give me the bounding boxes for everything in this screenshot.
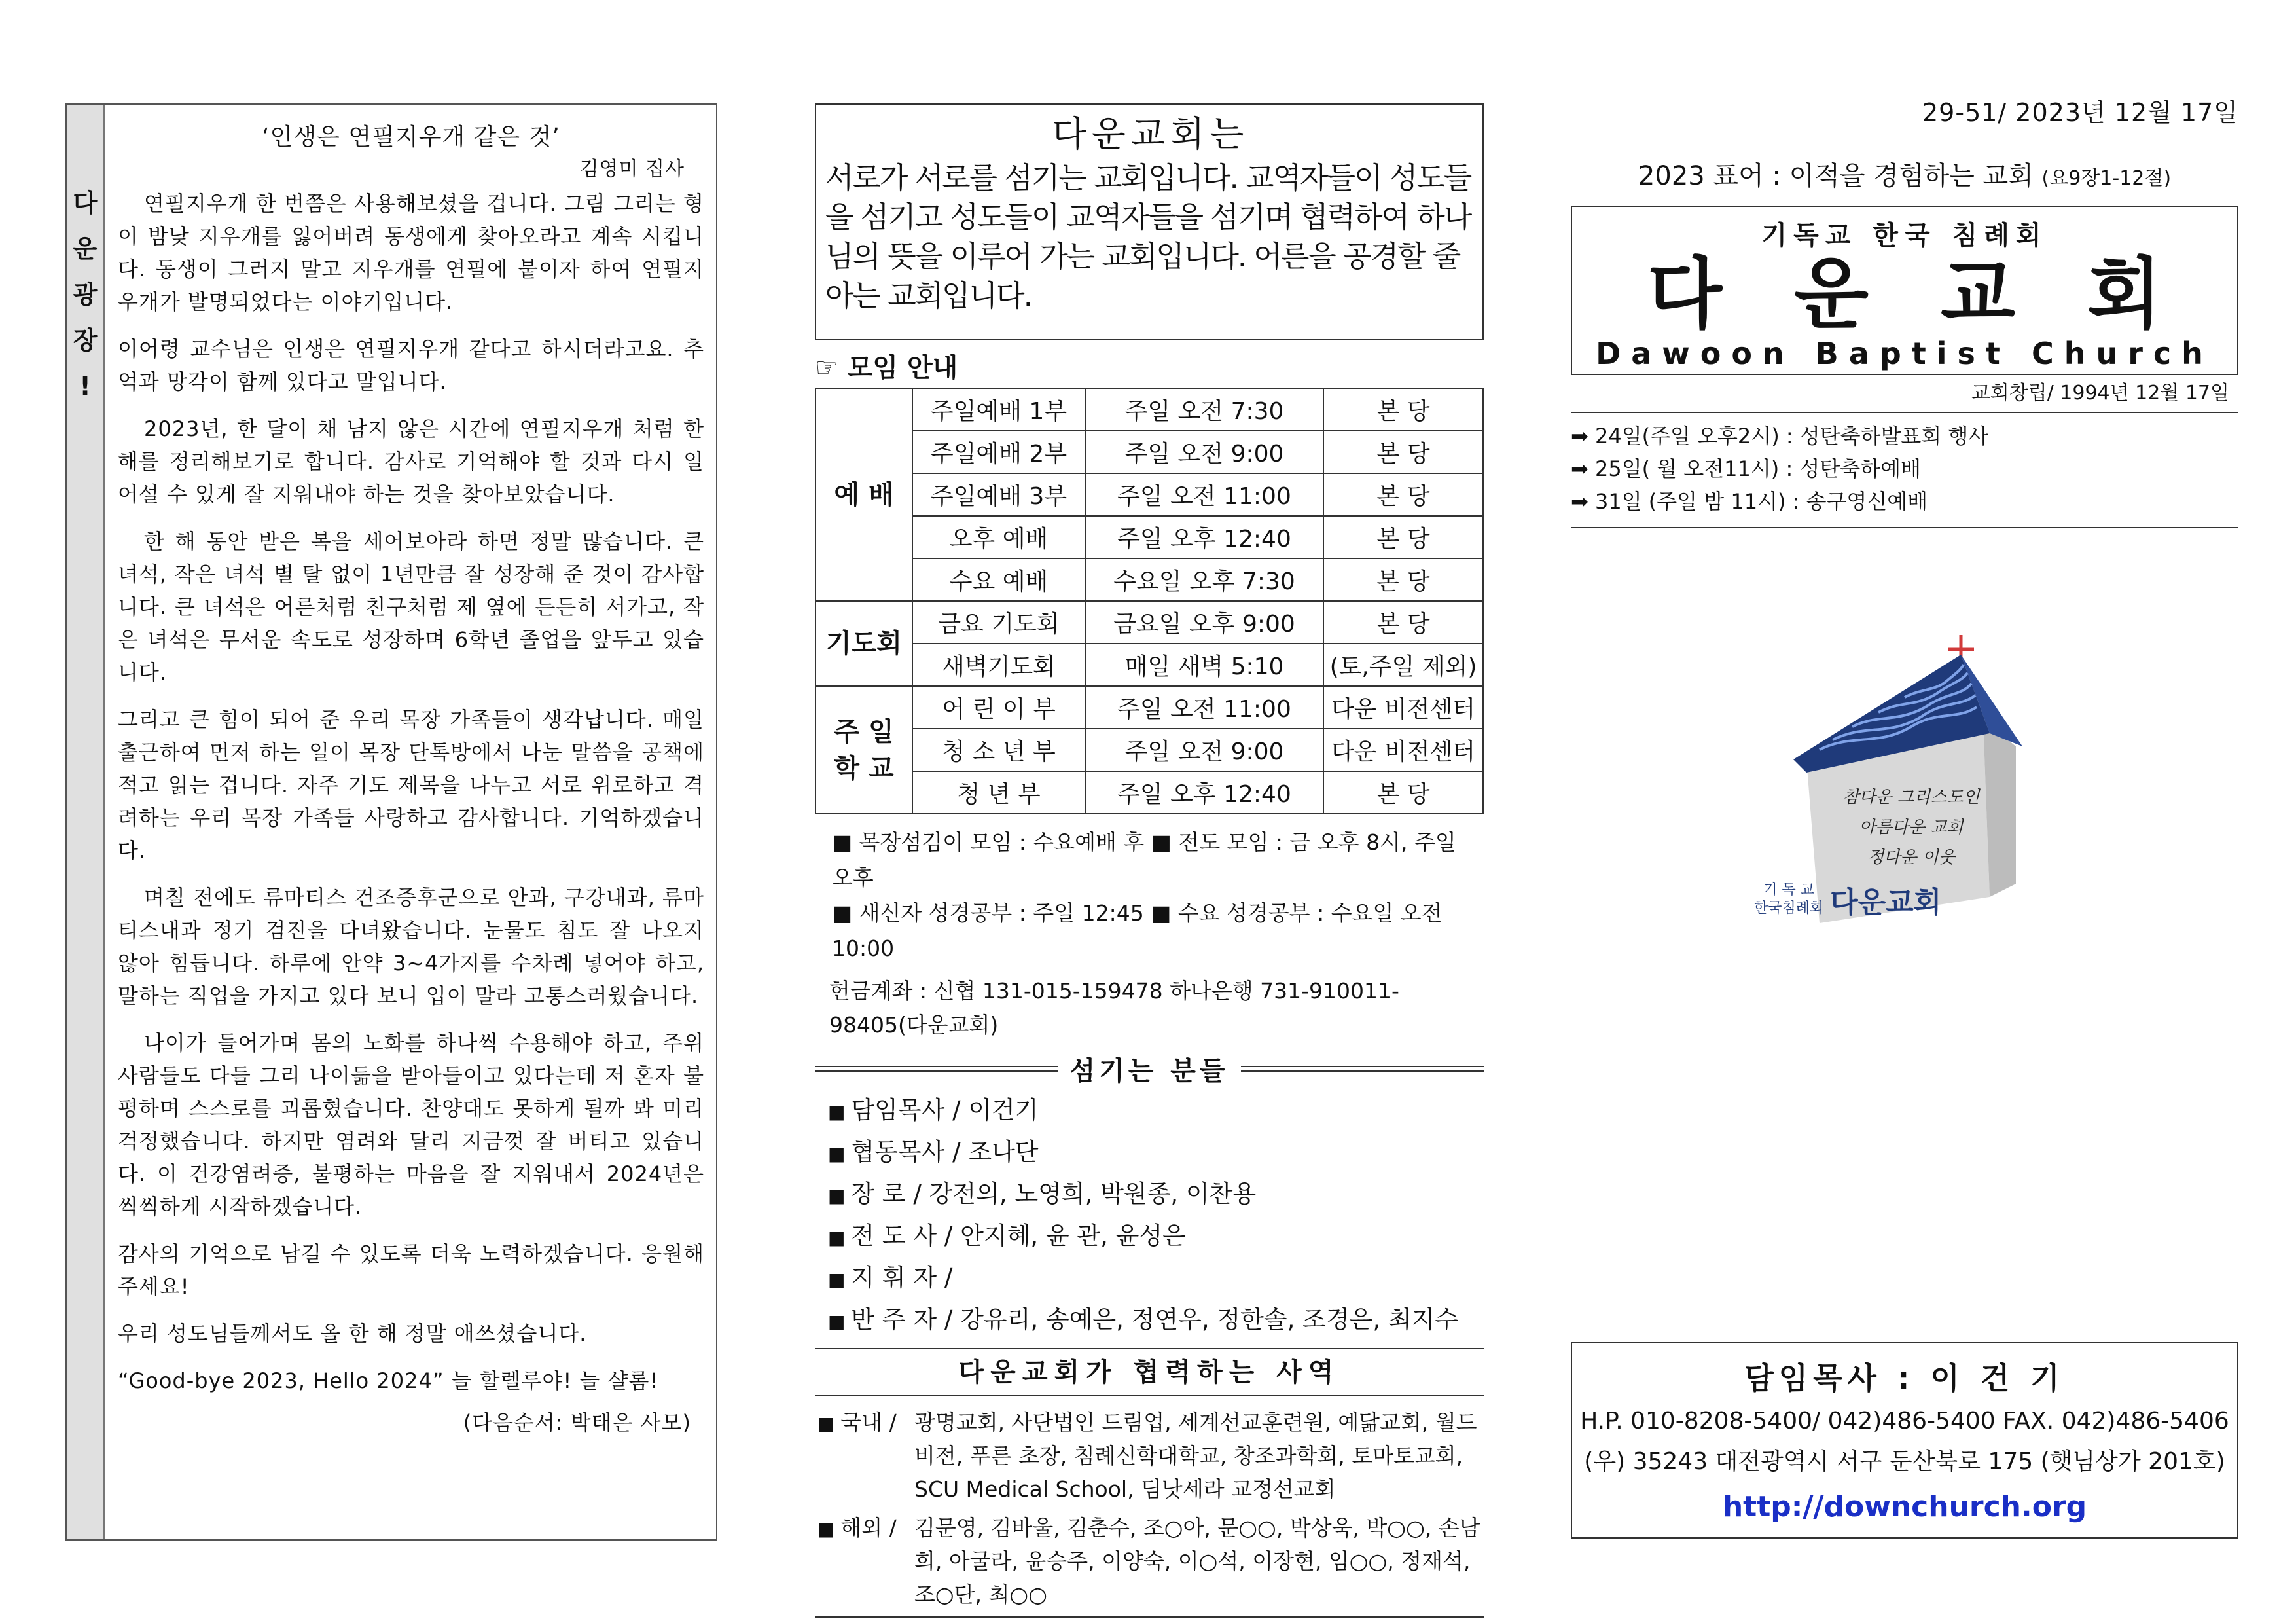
coop-label: ■ 해외 / <box>817 1511 914 1611</box>
schedule-table <box>815 388 1484 814</box>
side-label <box>67 105 105 1539</box>
coop-text: 광명교회, 사단법인 드림업, 세계선교훈련원, 예닮교회, 월드비전, 푸른 초장, 침례신학대학교, 창조과학회, 토마토교회, SCU Medical School, 딤낫세라 교정선교회 <box>914 1410 1477 1502</box>
coop-list <box>815 1406 1484 1611</box>
meeting-time: 주일 오후 12:40 <box>1085 771 1323 814</box>
table-row <box>816 601 1483 644</box>
offering-account: 헌금계좌 : 신협 131-015-159478 하나은행 731-910011-98405(다운교회) <box>829 978 1399 1038</box>
next-writer: (다음순서: 박태은 사모) <box>463 1410 691 1435</box>
side-char: 광 <box>73 280 98 309</box>
logo-denomination <box>1754 881 1823 918</box>
founded-date: 교회창립/ 1994년 12월 17일 <box>1971 382 2229 405</box>
meeting-place: 본 당 <box>1323 473 1483 516</box>
list-item <box>817 1511 1484 1611</box>
essay-paragraph: 며칠 전에도 류마티스 건조증후군으로 안과, 구강내과, 류마티스내과 정기 검진을 다녀왔습니다. 눈물도 침도 잘 나오지 않아 힘듭니다. 하루에 안약 3~4가지를 수차례 넣어야 하고, 말하는 직업을 가지고 있다 보니 입이 말라 고통스러웠습니다. <box>118 885 704 1008</box>
essay-paragraph: 2023년, 한 달이 채 남지 않은 시간에 연필지우개 처럼 한해를 정리해보기로 합니다. 감사로 기억해야 할 것과 다시 일어설 수 있게 잘 지워내야 하는 것을 찾아보았습니다. <box>118 416 704 507</box>
meeting-place: 본 당 <box>1323 516 1483 558</box>
essay-paragraph: 감사의 기억으로 남길 수 있도록 더욱 노력하겠습니다. 응원해주세요! <box>118 1241 704 1299</box>
list-item: ■ 장 로 / 강전의, 노영희, 박원종, 이찬용 <box>828 1174 1484 1216</box>
meeting-name: 청 소 년 부 <box>912 729 1085 771</box>
event-list <box>1571 412 2238 528</box>
staff-list <box>815 1090 1484 1341</box>
coop-text: 김문영, 김바울, 김춘수, 조○아, 문○○, 박상욱, 박○○, 손남희, 아굴라, 윤승주, 이양숙, 이○석, 이장현, 임○○, 정재석, 조○단, 최○○ <box>914 1515 1480 1607</box>
side-char: ! <box>79 372 91 401</box>
divider <box>1241 1066 1484 1072</box>
church-name-english: Dawoon Baptist Church <box>1596 336 2214 371</box>
meeting-name: 금요 기도회 <box>912 601 1085 644</box>
meeting-time: 주일 오전 9:00 <box>1085 431 1323 473</box>
essay-title: ‘인생은 연필지우개 같은 것’ <box>262 124 560 151</box>
list-item: ➡ 31일 (주일 밤 11시) : 송구영신예배 <box>1571 485 2238 518</box>
meeting-place: 본 당 <box>1323 558 1483 601</box>
meeting-place: 본 당 <box>1323 388 1483 431</box>
table-row <box>816 771 1483 814</box>
column-info <box>815 103 1484 1618</box>
column-essay <box>65 103 717 1541</box>
logo-denom-line: 한국침례회 <box>1754 900 1824 917</box>
essay-paragraph: 연필지우개 한 번쯤은 사용해보셨을 겁니다. 그림 그리는 형이 밤낮 지우개를 잃어버려 동생에게 찾아오라고 계속 시킵니다. 동생이 그러지 말고 지우개를 연필에 붙이자 하여 연필지우개가 발명되었다는 이야기입니다. <box>118 191 704 314</box>
essay-paragraph: 그리고 큰 힘이 되어 준 우리 목장 가족들이 생각납니다. 매일 출근하여 먼저 하는 일이 목장 단톡방에서 나눈 말씀을 공책에 적고 읽는 겁니다. 자주 기도 제목을 나누고 서로 위로하고 격려하는 우리 목장 가족들 사랑하고 감사합니다. 기억하겠습니다. <box>118 707 704 863</box>
category-cell: 예 배 <box>816 388 912 601</box>
essay-author: 김영미 집사 <box>579 158 685 181</box>
slogan-line: 참다운 그리스도인 <box>1842 788 1980 807</box>
slogan-line: 아름다운 교회 <box>1859 818 1964 837</box>
website-link[interactable]: http://downchurch.org <box>1722 1490 2087 1523</box>
table-row <box>816 729 1483 771</box>
intro-text: 서로가 서로를 섬기는 교회입니다. 교역자들이 성도들을 섬기고 성도들이 교역자들을 섬기며 협력하여 하나님의 뜻을 이루어 가는 교회입니다. 어른을 공경할 줄 아는 교회입니다. <box>825 160 1471 313</box>
meeting-time: 주일 오전 11:00 <box>1085 473 1323 516</box>
table-row <box>816 388 1483 431</box>
church-name-box <box>1571 206 2238 375</box>
note-line: ■ 목장섬김이 모임 : 수요예배 후 ■ 전도 모임 : 금 오후 8시, 주일 오후 <box>832 830 1456 890</box>
meeting-time: 매일 새벽 5:10 <box>1085 644 1323 686</box>
denomination: 기독교 한국 침례회 <box>1761 221 2048 251</box>
meeting-place: (토,주일 제외) <box>1323 644 1483 686</box>
intro-title: 다운교회는 <box>1052 113 1249 155</box>
contact-phone: H.P. 010-8208-5400/ 042)486-5400 FAX. 042)486-5406 <box>1580 1408 2229 1434</box>
motto-reference: (요9장1-12절) <box>2041 167 2172 190</box>
meeting-time: 금요일 오후 9:00 <box>1085 601 1323 644</box>
meeting-place: 본 당 <box>1323 431 1483 473</box>
divider <box>815 1066 1058 1072</box>
church-logo <box>1754 635 2029 943</box>
pastor-title: 담임목사 : 이 건 기 <box>1744 1360 2065 1396</box>
list-item: ■ 담임목사 / 이건기 <box>828 1090 1484 1132</box>
meeting-name: 주일예배 1부 <box>912 388 1085 431</box>
meeting-name: 새벽기도회 <box>912 644 1085 686</box>
column-church <box>1571 92 2238 1523</box>
logo-slogan <box>1833 782 1990 873</box>
side-char: 다 <box>73 189 98 217</box>
logo-name: 다운교회 <box>1830 886 1942 919</box>
list-item: ■ 전 도 사 / 안지혜, 윤 관, 윤성은 <box>828 1216 1484 1258</box>
essay-paragraph: 나이가 들어가며 몸의 노화를 하나씩 수용해야 하고, 주위 사람들도 다들 그리 나이듦을 받아들이고 있다는데 저 혼자 불평하며 스스로를 괴롭혔습니다. 찬양대도 못하게 될까 봐 미리 걱정했습니다. 하지만 염려와 달리 지금껏 잘 버티고 있습니다. 이 건강염려증, 불평하는 마음을 잘 지워내서 2024년은 씩씩하게 시작하겠습니다. <box>118 1030 704 1219</box>
meeting-heading: ☞ 모임 안내 <box>815 353 958 383</box>
intro-box <box>815 103 1484 340</box>
table-row <box>816 558 1483 601</box>
divider <box>815 1616 1484 1618</box>
essay-paragraph: “Good-bye 2023, Hello 2024” 늘 할렐루야! 늘 샬롬! <box>118 1368 659 1393</box>
contact-address: (우) 35243 대전광역시 서구 둔산북로 175 (햇님상가 201호) <box>1584 1448 2225 1475</box>
meeting-notes <box>815 825 1484 966</box>
category-cell: 주 일 학 교 <box>816 686 912 814</box>
meeting-name: 오후 예배 <box>912 516 1085 558</box>
staff-heading <box>815 1050 1484 1087</box>
staff-heading-label: 섬기는 분들 <box>1069 1056 1229 1086</box>
coop-label: ■ 국내 / <box>817 1406 914 1506</box>
essay-paragraph: 이어령 교수님은 인생은 연필지우개 같다고 하시더라고요. 추억과 망각이 함께 있다고 말입니다. <box>118 337 704 394</box>
table-row <box>816 516 1483 558</box>
table-row <box>816 644 1483 686</box>
issue-date: 29-51/ 2023년 12월 17일 <box>1922 98 2238 127</box>
list-item: ➡ 25일( 월 오전11시) : 성탄축하예배 <box>1571 452 2238 485</box>
list-item <box>817 1406 1484 1506</box>
coop-heading: 다운교회가 협력하는 사역 <box>815 1348 1484 1396</box>
category-cell: 기도회 <box>816 601 912 686</box>
motto <box>1571 153 2238 202</box>
meeting-time: 주일 오전 11:00 <box>1085 686 1323 729</box>
note-line: ■ 새신자 성경공부 : 주일 12:45 ■ 수요 성경공부 : 수요일 오전 10:00 <box>832 900 1443 961</box>
meeting-time: 수요일 오후 7:30 <box>1085 558 1323 601</box>
logo-denom-line: 기 독 교 <box>1763 882 1814 898</box>
meeting-place: 다운 비전센터 <box>1323 686 1483 729</box>
side-char: 장 <box>73 326 98 355</box>
meeting-time: 주일 오전 9:00 <box>1085 729 1323 771</box>
motto-text: 2023 표어 : 이적을 경험하는 교회 <box>1638 161 2034 191</box>
meeting-name: 어 린 이 부 <box>912 686 1085 729</box>
church-name: 다운교회 <box>1647 249 2234 339</box>
meeting-place: 본 당 <box>1323 771 1483 814</box>
essay-paragraph: 한 해 동안 받은 복을 세어보아라 하면 정말 많습니다. 큰 녀석, 작은 녀석 별 탈 없이 1년만큼 잘 성장해 준 것이 감사합니다. 큰 녀석은 어른처럼 친구처럼 제 옆에 든든히 서가고, 작은 녀석은 무서운 속도로 성장하며 6학년 졸업을 앞두고 있습니다. <box>118 529 704 685</box>
table-row <box>816 431 1483 473</box>
meeting-place: 다운 비전센터 <box>1323 729 1483 771</box>
table-row <box>816 686 1483 729</box>
essay-body <box>105 105 716 1539</box>
meeting-name: 주일예배 2부 <box>912 431 1085 473</box>
list-item: ➡ 24일(주일 오후2시) : 성탄축하발표회 행사 <box>1571 420 2238 452</box>
list-item: ■ 반 주 자 / 강유리, 송예은, 정연우, 정한솔, 조경은, 최지수 <box>828 1300 1484 1341</box>
meeting-name: 청 년 부 <box>912 771 1085 814</box>
meeting-name: 주일예배 3부 <box>912 473 1085 516</box>
table-row <box>816 473 1483 516</box>
essay-paragraph: 우리 성도님들께서도 올 한 해 정말 애쓰셨습니다. <box>118 1321 587 1346</box>
list-item: ■ 지 휘 자 / <box>828 1258 1484 1300</box>
list-item: ■ 협동목사 / 조나단 <box>828 1132 1484 1174</box>
side-char: 운 <box>73 234 98 263</box>
logo-caption <box>1754 879 2029 921</box>
meeting-time: 주일 오후 12:40 <box>1085 516 1323 558</box>
meeting-time: 주일 오전 7:30 <box>1085 388 1323 431</box>
slogan-line: 정다운 이웃 <box>1867 848 1955 867</box>
contact-box <box>1571 1342 2238 1539</box>
meeting-place: 본 당 <box>1323 601 1483 644</box>
meeting-name: 수요 예배 <box>912 558 1085 601</box>
